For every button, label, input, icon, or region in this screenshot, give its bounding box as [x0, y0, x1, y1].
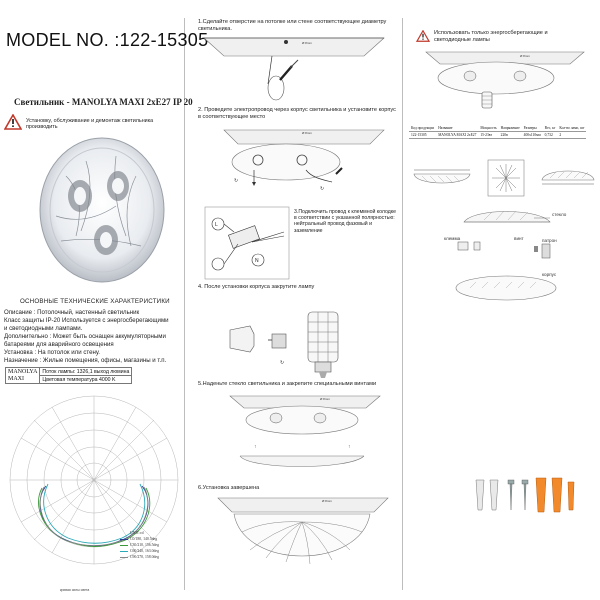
spec-cell: 15-23вт	[478, 132, 498, 139]
fasteners-kit	[470, 474, 580, 514]
spec-cell: 400х110мм	[523, 133, 541, 137]
step-4-illustration	[210, 292, 390, 378]
spec-header-cell: Мощность	[480, 126, 497, 130]
legend-swatch	[120, 551, 128, 552]
dimension-view-side	[410, 162, 474, 192]
specs-heading: ОСНОВНЫЕ ТЕХНИЧЕСКИЕ ХАРАКТЕРИСТИКИ	[20, 298, 170, 305]
step-2-illustration	[194, 124, 398, 204]
legend-swatch	[120, 545, 128, 546]
spec-header-cell: Кол-во ламп, шт	[559, 126, 585, 130]
step-3-wiring-illustration	[204, 206, 290, 280]
step-2-text: 2. Проведите электропровод через корпус светильника и установите корпус в соответствующее место	[198, 107, 396, 120]
params-flux: Поток лампы: 1326,1 выход люмина	[40, 368, 132, 376]
spec-cell: 122-15305	[409, 132, 436, 139]
step-3-text: 3.Подключить провод к клеммной колодке в соответствии с указанной полярностью: нейтральный провод фазовый и заземление	[294, 209, 396, 234]
step-5-text: 5.Наденьте стекло светильника и закрепите специальными винтами	[198, 381, 377, 387]
step-1-text: 1.Сделайте отверстие на потолке или стене соответствующее диаметру светильника.	[198, 19, 387, 32]
label-glass: стекло	[552, 212, 567, 217]
dimension-view-perspective	[538, 164, 598, 192]
label-body: корпус	[542, 272, 557, 277]
polar-legend	[120, 530, 159, 560]
dimension-view-top	[486, 158, 526, 198]
spec-cell: MANOLYA MAXI 2xE27	[438, 133, 477, 137]
specs-list	[4, 309, 184, 365]
svg-text:↻: ↻	[320, 186, 325, 192]
params-name-line2: MAXI	[8, 375, 24, 382]
spec-header-cell: Напряжение	[500, 126, 520, 130]
spec-cell: 220в	[499, 132, 522, 139]
step-5-illustration	[210, 390, 390, 480]
spec-table-row	[409, 132, 586, 139]
spec-line: Класс защиты IP-20 Используется с энергосберегающими	[4, 317, 169, 324]
product-title: Светильник - MANOLYA MAXI 2xE27 IP 20	[14, 97, 193, 107]
svg-text:Ø 8mm: Ø 8mm	[302, 41, 312, 45]
svg-text:Ø 8mm: Ø 8mm	[302, 131, 312, 135]
install-warning-text: Установку, обслуживание и демонтаж светильника производить	[26, 118, 154, 131]
params-table	[5, 367, 132, 384]
polar-caption: кривая силы света	[60, 588, 90, 592]
spec-cell: 2	[557, 132, 586, 139]
spec-header-cell: Название	[436, 125, 478, 132]
spec-line: Установка : На потолок или стену.	[4, 349, 100, 356]
legend-item: C30/210, 156.5deg	[120, 542, 159, 548]
wire-label-n: N	[255, 258, 259, 264]
spec-header-cell: Вес, кг	[544, 126, 556, 130]
energy-note-text: Использовать только энергосберегающие и светодиодные лампы	[434, 30, 548, 43]
exploded-parts-view	[414, 206, 598, 310]
params-name-line1: MANOLYA	[8, 368, 38, 375]
svg-text:↑: ↑	[254, 444, 257, 450]
svg-text:Ø 8mm: Ø 8mm	[320, 397, 330, 401]
svg-text:Ø 8mm: Ø 8mm	[322, 499, 332, 503]
svg-text:↻: ↻	[280, 360, 285, 366]
warning-icon	[4, 114, 22, 130]
svg-text:↻: ↻	[234, 178, 239, 184]
svg-text:Ø 8mm: Ø 8mm	[520, 54, 530, 58]
product-spec-table	[409, 125, 586, 139]
wire-label-l: L	[215, 222, 218, 228]
label-socket: патрон	[542, 238, 557, 243]
step-6-text: 6.Установка завершена	[198, 485, 260, 491]
spec-line: Дополнительно : Может быть оснащен аккумуляторными	[4, 333, 166, 340]
model-number: MODEL NO. :122-15305	[6, 30, 209, 50]
legend-item: C90/270, 158.0deg	[120, 554, 159, 560]
legend-item: C0/180, 140.5deg	[120, 536, 159, 542]
legend-swatch	[120, 539, 128, 540]
energy-lamp-illustration	[420, 48, 590, 116]
spec-line: батареями для аварийного освещения	[4, 341, 114, 348]
spec-line: и светодиодными лампами.	[4, 325, 83, 332]
step-4-text: 4. После установки корпуса закрутите лампу	[198, 284, 315, 290]
spec-line: Описание : Потолочный, настенный светильник	[4, 309, 140, 316]
legend-item: C60/240, 163.0deg	[120, 548, 159, 554]
label-terminal: клемма	[444, 236, 461, 241]
label-screw: винт	[514, 236, 524, 241]
params-color-temp: Цветовая температура 4000 K	[40, 376, 132, 384]
step-1-illustration	[194, 32, 398, 106]
legend-swatch	[120, 557, 128, 558]
polar-unit-label: UNIT:cd	[130, 531, 144, 535]
spec-cell: 0,732	[543, 132, 558, 139]
spec-header-cell: Код продукции	[411, 126, 435, 130]
svg-text:↑: ↑	[348, 444, 351, 450]
spec-header-cell: Размеры	[522, 125, 543, 132]
spec-line: Назначение : Жилые помещения, офисы, магазины и т.п.	[4, 357, 167, 364]
product-photo	[36, 136, 166, 296]
warning-icon	[416, 30, 430, 42]
step-6-illustration	[204, 492, 400, 584]
column-divider-right	[402, 18, 403, 590]
